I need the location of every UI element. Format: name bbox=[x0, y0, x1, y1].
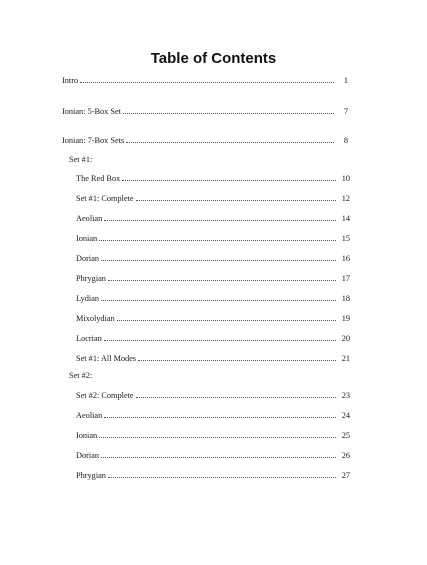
dot-leader bbox=[99, 233, 336, 241]
toc-entry-page: 8 bbox=[343, 136, 348, 145]
toc-entry[interactable] bbox=[76, 333, 350, 344]
dot-leader bbox=[101, 450, 336, 458]
toc-entry-label: Dorian bbox=[76, 451, 100, 460]
toc-entry[interactable] bbox=[76, 313, 350, 324]
dot-leader bbox=[101, 293, 336, 301]
toc-entry-page: 21 bbox=[341, 354, 350, 363]
toc-entry[interactable] bbox=[76, 233, 350, 244]
dot-leader bbox=[101, 253, 336, 261]
toc-entry[interactable] bbox=[76, 293, 350, 304]
section-heading-set-1: Set #1: bbox=[69, 155, 93, 164]
toc-entry-page: 20 bbox=[341, 334, 350, 343]
toc-entry-label: Mixolydian bbox=[76, 314, 115, 323]
toc-entry-page: 7 bbox=[343, 107, 348, 116]
toc-entry[interactable] bbox=[76, 253, 350, 264]
toc-entry[interactable] bbox=[76, 390, 350, 401]
toc-entry-label: The Red Box bbox=[76, 174, 121, 183]
toc-entry-ionian-5-box-set[interactable] bbox=[62, 106, 348, 117]
dot-leader bbox=[104, 333, 336, 341]
toc-entry[interactable] bbox=[76, 273, 350, 284]
toc-entry-label: Ionian: 7-Box Sets bbox=[62, 136, 125, 145]
toc-entry-page: 1 bbox=[343, 76, 348, 85]
dot-leader bbox=[104, 410, 336, 418]
toc-entry-label: Ionian: 5-Box Set bbox=[62, 107, 121, 116]
dot-leader bbox=[136, 193, 336, 201]
dot-leader bbox=[122, 173, 336, 181]
toc-entry-label: Ionian bbox=[76, 431, 98, 440]
toc-entry-page: 19 bbox=[341, 314, 350, 323]
dot-leader bbox=[108, 273, 336, 281]
dot-leader bbox=[104, 213, 336, 221]
toc-entry-intro[interactable] bbox=[62, 75, 348, 86]
toc-entry-page: 12 bbox=[341, 194, 350, 203]
toc-entry-label: Aeolian bbox=[76, 411, 103, 420]
toc-entry-label: Lydian bbox=[76, 294, 100, 303]
dot-leader bbox=[136, 390, 336, 398]
toc-entry-page: 25 bbox=[341, 431, 350, 440]
toc-entry[interactable] bbox=[76, 193, 350, 204]
toc-entry-page: 17 bbox=[341, 274, 350, 283]
toc-entry[interactable] bbox=[76, 410, 350, 421]
dot-leader bbox=[108, 470, 336, 478]
dot-leader bbox=[80, 75, 334, 83]
toc-entry-label: Phrygian bbox=[76, 274, 106, 283]
toc-entry-label: Set #1: All Modes bbox=[76, 354, 137, 363]
toc-entry-page: 18 bbox=[341, 294, 350, 303]
toc-entry-page: 27 bbox=[341, 471, 350, 480]
section-heading-set-2: Set #2: bbox=[69, 371, 93, 380]
toc-entry-page: 16 bbox=[341, 254, 350, 263]
toc-entry[interactable] bbox=[76, 470, 350, 481]
toc-entry-label: Phrygian bbox=[76, 471, 106, 480]
page-title: Table of Contents bbox=[150, 50, 277, 67]
dot-leader bbox=[123, 106, 334, 114]
toc-entry[interactable] bbox=[76, 173, 350, 184]
toc-entry-label: Dorian bbox=[76, 254, 100, 263]
toc-entry-page: 14 bbox=[341, 214, 350, 223]
toc-entry[interactable] bbox=[76, 213, 350, 224]
toc-entry-page: 10 bbox=[341, 174, 350, 183]
toc-entry-page: 23 bbox=[341, 391, 350, 400]
dot-leader bbox=[117, 313, 336, 321]
toc-entry[interactable] bbox=[76, 353, 350, 364]
toc-entry-page: 26 bbox=[341, 451, 350, 460]
toc-entry-label: Ionian bbox=[76, 234, 98, 243]
toc-entry-ionian-7-box-sets[interactable] bbox=[62, 135, 348, 146]
toc-entry-label: Intro bbox=[62, 76, 79, 85]
toc-entry-label: Aeolian bbox=[76, 214, 103, 223]
dot-leader bbox=[126, 135, 334, 143]
toc-entry-page: 15 bbox=[341, 234, 350, 243]
toc-entry-label: Set #2: Complete bbox=[76, 391, 134, 400]
toc-entry-label: Set #1: Complete bbox=[76, 194, 134, 203]
toc-entry-page: 24 bbox=[341, 411, 350, 420]
dot-leader bbox=[99, 430, 336, 438]
dot-leader bbox=[138, 353, 336, 361]
toc-entry[interactable] bbox=[76, 450, 350, 461]
toc-entry[interactable] bbox=[76, 430, 350, 441]
toc-entry-label: Locrian bbox=[76, 334, 102, 343]
